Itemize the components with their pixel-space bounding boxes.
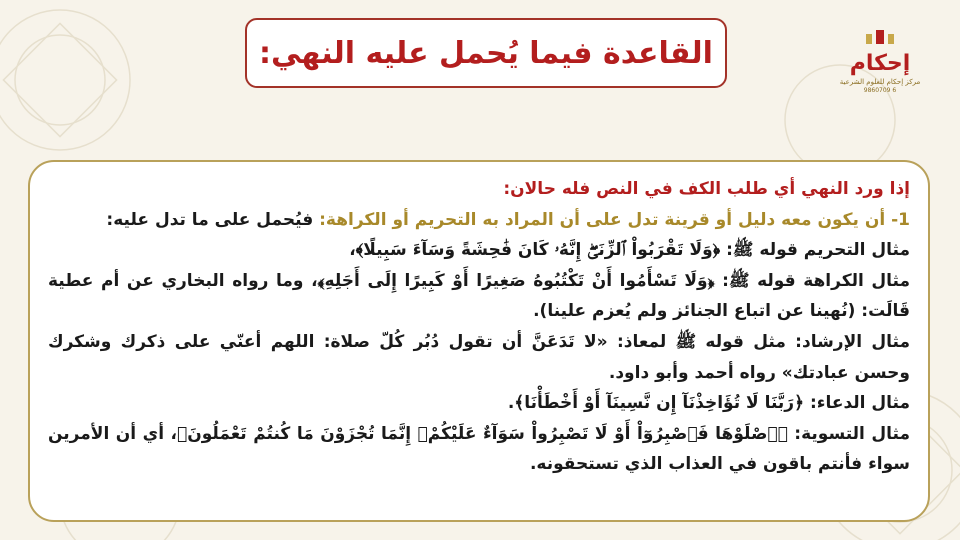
example-irshad: مثال الإرشاد: مثل قوله ﷺ لمعاذ: «لا تَدَعَنَّ أن تقول دُبُر كُلّ صلاة: اللهم أعنّي على ذكرك وشكرك وحسن عبادتك» رواه أحمد وأبو داود. xyxy=(48,331,910,383)
intro-line: إذا ورد النهي أي طلب الكف في النص فله حالان: xyxy=(503,179,910,199)
example-taswiya: مثال التسوية: ﴿ٱصْلَوْهَا فَٱصْبِرُوٓاْ أَوْ لَا تَصْبِرُواْ سَوَآءٌ عَلَيْكُمْۖ إِنَّمَا تُجْزَوْنَ مَا كُنتُمْ تَعْمَلُونَ﴾، أي أن الأمرين سواء فأنتم باقون في العذاب الذي تستحقونه. xyxy=(48,423,910,475)
page-title: القاعدة فيما يُحمل عليه النهي: xyxy=(259,35,713,71)
title-banner xyxy=(245,18,727,88)
case-one xyxy=(48,205,910,236)
content-panel xyxy=(28,160,930,522)
logo xyxy=(839,28,921,94)
logo-number: 9860709 6 xyxy=(863,87,897,94)
logo-icon xyxy=(860,28,900,50)
case-one-condition: 1- أن يكون معه دليل أو قرينة تدل على أن المراد به التحريم أو الكراهة: xyxy=(319,209,910,230)
logo-subtitle: مركز إحكام للعلوم الشرعية xyxy=(839,78,921,86)
example-dua: مثال الدعاء: ﴿رَبَّنَا لَا تُؤَاخِذْنَآ إِن نَّسِينَآ أَوْ أَخْطَأْنَا﴾. xyxy=(507,393,910,414)
example-tahrim: مثال التحريم قوله ﷺ: ﴿وَلَا تَقْرَبُواْ ٱلزِّنَىٰٓۖ إِنَّهُۥ كَانَ فَٰحِشَةً وَسَآءَ سَبِيلًا﴾، xyxy=(349,240,910,261)
example-karaha: مثال الكراهة قوله ﷺ: ﴿وَلَا تَسْأَمُوا أَنْ تَكْتُبُوهُ صَغِيرًا أَوْ كَبِيرًا إِلَى أَجَلِهِ﴾، وما رواه البخاري عن أم عطية قَالَت: (نُهينا عن اتباع الجنائز ولم يُعزم علينا). xyxy=(48,270,910,322)
logo-word: إحكام xyxy=(849,51,911,76)
case-one-result: فيُحمل على ما تدل عليه: xyxy=(106,209,320,230)
